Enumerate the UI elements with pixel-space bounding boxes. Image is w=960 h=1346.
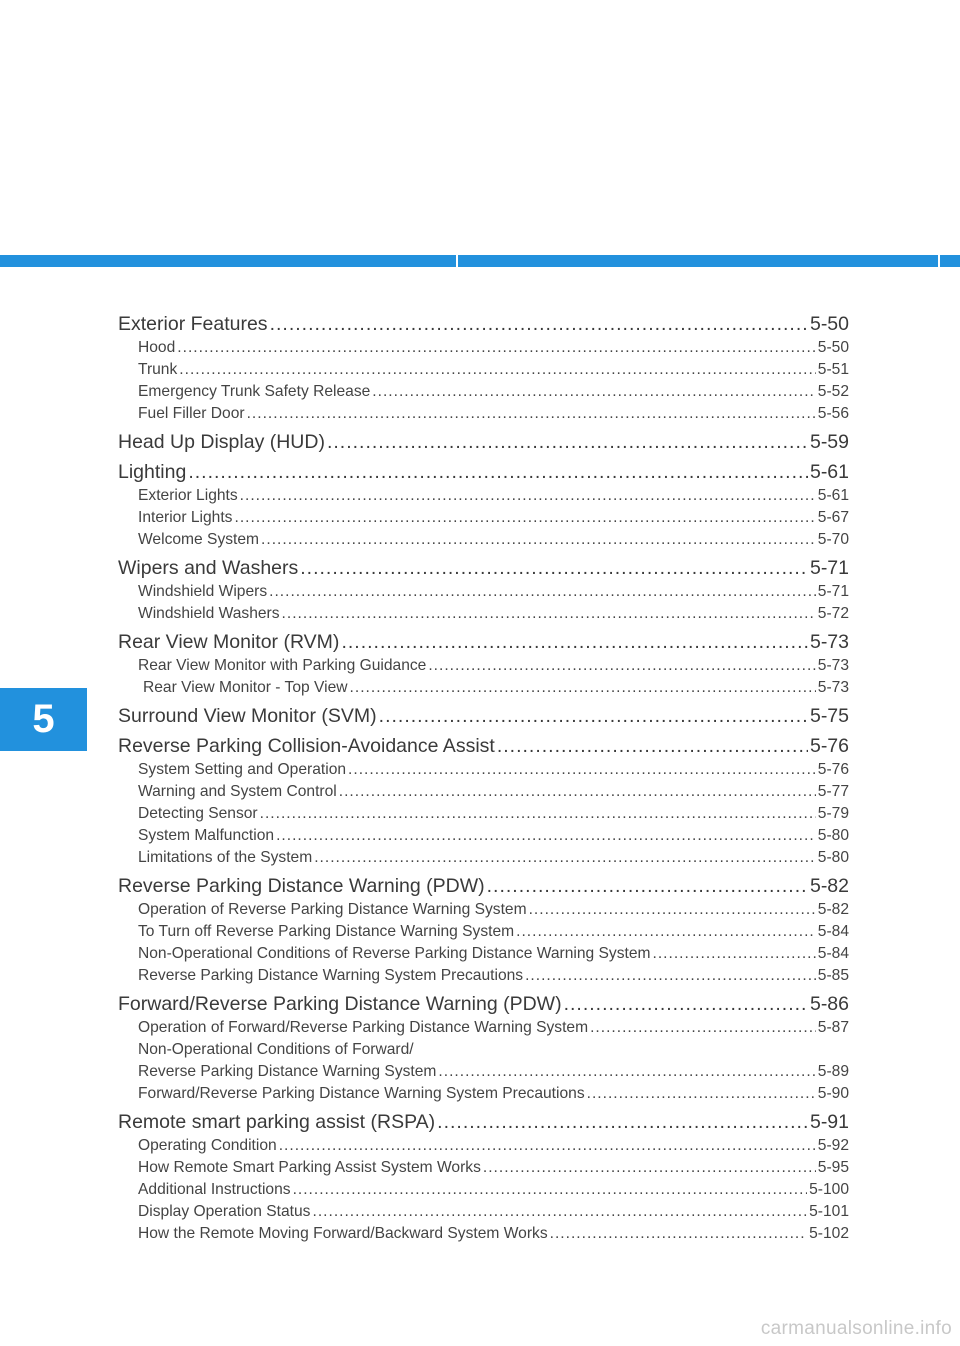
toc-section-page: 5-76	[809, 735, 849, 757]
toc-section-title: Lighting	[118, 461, 187, 483]
toc-entry-page: 5-84	[817, 945, 849, 962]
toc-entry[interactable]	[118, 1201, 849, 1223]
toc-entry[interactable]	[118, 581, 849, 603]
toc-entry-title: System Setting and Operation	[138, 761, 347, 778]
toc-entry-page: 5-76	[817, 761, 849, 778]
toc-entry-title: Exterior Lights	[138, 487, 238, 504]
toc-entry-title: Interior Lights	[138, 509, 233, 526]
toc-section-title: Rear View Monitor (RVM)	[118, 631, 340, 653]
toc-entry[interactable]	[118, 529, 849, 551]
toc-entry-page: 5-80	[817, 849, 849, 866]
toc-entry-page: 5-50	[817, 339, 849, 356]
toc-entry-page: 5-82	[817, 901, 849, 918]
toc-entry[interactable]	[118, 781, 849, 803]
toc-leader-dots	[282, 603, 816, 625]
toc-section[interactable]	[118, 992, 849, 1017]
toc-leader-dots	[276, 825, 816, 847]
toc-entry-title: Reverse Parking Distance Warning System	[138, 1063, 437, 1080]
toc-section[interactable]	[118, 704, 849, 729]
toc-section[interactable]	[118, 460, 849, 485]
toc-entry-page: 5-85	[817, 967, 849, 984]
toc-entry-page: 5-72	[817, 605, 849, 622]
toc-entry-title: Rear View Monitor with Parking Guidance	[138, 657, 427, 674]
toc-leader-dots	[341, 630, 808, 655]
toc-section-title: Surround View Monitor (SVM)	[118, 705, 377, 727]
toc-section-page: 5-59	[809, 431, 849, 453]
toc-entry-continuation[interactable]	[118, 1061, 849, 1083]
toc-entry-title: Limitations of the System	[138, 849, 313, 866]
toc-section-title: Exterior Features	[118, 313, 268, 335]
toc-section-page: 5-61	[809, 461, 849, 483]
toc-leader-dots	[279, 1135, 816, 1157]
toc-section-title: Remote smart parking assist (RSPA)	[118, 1111, 436, 1133]
toc-entry-page: 5-87	[817, 1019, 849, 1036]
toc-entry-title: Operation of Reverse Parking Distance Warning System	[138, 901, 527, 918]
toc-leader-dots	[483, 1157, 816, 1179]
toc-leader-dots	[260, 803, 816, 825]
toc-leader-dots	[590, 1017, 816, 1039]
toc-entry-title: Operation of Forward/Reverse Parking Distance Warning System	[138, 1019, 589, 1036]
toc-entry-page: 5-80	[817, 827, 849, 844]
toc-entry[interactable]	[118, 825, 849, 847]
toc-leader-dots	[550, 1223, 807, 1245]
toc-entry-page: 5-92	[817, 1137, 849, 1154]
toc-leader-dots	[438, 1061, 815, 1083]
toc-leader-dots	[350, 677, 816, 699]
toc-entry[interactable]	[118, 921, 849, 943]
toc-section-title: Wipers and Washers	[118, 557, 299, 579]
toc-leader-dots	[327, 430, 808, 455]
toc-entry-page: 5-102	[809, 1225, 849, 1242]
toc-entry-title: Windshield Wipers	[138, 583, 268, 600]
toc-entry[interactable]	[118, 1179, 849, 1201]
table-of-contents	[118, 312, 849, 1245]
toc-entry-title: Windshield Washers	[138, 605, 280, 622]
toc-section-title: Reverse Parking Distance Warning (PDW)	[118, 875, 485, 897]
toc-entry-title: Hood	[138, 339, 176, 356]
toc-entry[interactable]	[118, 965, 849, 987]
toc-entry[interactable]	[118, 403, 849, 425]
toc-entry-title: Welcome System	[138, 531, 260, 548]
toc-entry-title: Fuel Filler Door	[138, 405, 245, 422]
toc-entry-page: 5-90	[817, 1085, 849, 1102]
toc-leader-dots	[177, 337, 816, 359]
chapter-header-bar	[0, 255, 960, 267]
toc-section[interactable]	[118, 734, 849, 759]
watermark-footer: carmanualsonline.info	[760, 1318, 952, 1339]
toc-entry-title: Rear View Monitor - Top View	[143, 679, 348, 696]
toc-section-page: 5-91	[809, 1111, 849, 1133]
toc-leader-dots	[348, 759, 816, 781]
toc-entry-title: Emergency Trunk Safety Release	[138, 383, 371, 400]
toc-entry[interactable]	[118, 943, 849, 965]
toc-entry-title: Display Operation Status	[138, 1203, 311, 1220]
toc-entry-title: Operating Condition	[138, 1137, 277, 1154]
toc-leader-dots	[312, 1201, 807, 1223]
toc-entry[interactable]	[118, 1083, 849, 1105]
toc-leader-dots	[300, 556, 808, 581]
toc-leader-dots	[564, 992, 808, 1017]
chapter-tab[interactable]	[0, 688, 87, 751]
toc-section[interactable]	[118, 1110, 849, 1135]
toc-leader-dots	[587, 1083, 816, 1105]
toc-leader-dots	[270, 312, 808, 337]
toc-leader-dots	[269, 581, 816, 603]
toc-entry-title: How the Remote Moving Forward/Backward System Works	[138, 1225, 548, 1242]
toc-leader-dots	[234, 507, 815, 529]
toc-entry[interactable]	[118, 803, 849, 825]
toc-entry-page: 5-71	[817, 583, 849, 600]
toc-entry[interactable]	[118, 485, 849, 507]
toc-entry[interactable]	[118, 359, 849, 381]
toc-leader-dots	[525, 965, 816, 987]
toc-leader-dots	[529, 899, 816, 921]
toc-leader-dots	[497, 734, 808, 759]
toc-entry-title: Non-Operational Conditions of Reverse Parking Distance Warning System	[138, 945, 651, 962]
toc-entry-page: 5-95	[817, 1159, 849, 1176]
toc-leader-dots	[240, 485, 816, 507]
toc-entry[interactable]	[118, 759, 849, 781]
toc-section-page: 5-50	[809, 313, 849, 335]
toc-section[interactable]	[118, 312, 849, 337]
toc-entry-page: 5-73	[817, 679, 849, 696]
toc-entry-title: Reverse Parking Distance Warning System Precautions	[138, 967, 524, 984]
toc-entry-page: 5-101	[809, 1203, 849, 1220]
toc-entry-title: To Turn off Reverse Parking Distance Warning System	[138, 923, 515, 940]
toc-leader-dots	[516, 921, 816, 943]
toc-entry[interactable]	[118, 507, 849, 529]
toc-entry-title: Non-Operational Conditions of Forward/	[138, 1041, 414, 1058]
toc-leader-dots	[247, 403, 816, 425]
toc-section[interactable]	[118, 430, 849, 455]
toc-entry[interactable]	[118, 847, 849, 869]
toc-section-page: 5-73	[809, 631, 849, 653]
toc-section-page: 5-82	[809, 875, 849, 897]
toc-entry[interactable]	[118, 899, 849, 921]
toc-entry-page: 5-100	[809, 1181, 849, 1198]
toc-entry[interactable]	[118, 1135, 849, 1157]
toc-entry-page: 5-73	[817, 657, 849, 674]
toc-entry[interactable]	[118, 1157, 849, 1179]
toc-section-title: Head Up Display (HUD)	[118, 431, 325, 453]
toc-entry[interactable]	[118, 337, 849, 359]
toc-entry-page: 5-51	[817, 361, 849, 378]
toc-entry-title: System Malfunction	[138, 827, 275, 844]
toc-entry-title: Additional Instructions	[138, 1181, 291, 1198]
toc-leader-dots	[314, 847, 816, 869]
toc-entry-page: 5-77	[817, 783, 849, 800]
toc-entry-page: 5-79	[817, 805, 849, 822]
toc-leader-dots	[179, 359, 816, 381]
toc-section-title: Forward/Reverse Parking Distance Warning (PDW)	[118, 993, 562, 1015]
toc-entry[interactable]	[118, 603, 849, 625]
toc-entry[interactable]	[118, 1017, 849, 1039]
toc-entry-title: Forward/Reverse Parking Distance Warning System Precautions	[138, 1085, 585, 1102]
toc-leader-dots	[261, 529, 816, 551]
toc-section-page: 5-75	[809, 705, 849, 727]
toc-entry-page: 5-52	[817, 383, 849, 400]
toc-entry-title: Trunk	[138, 361, 178, 378]
header-bar-divider	[938, 255, 940, 267]
toc-leader-dots	[437, 1110, 808, 1135]
toc-entry[interactable]	[118, 381, 849, 403]
chapter-number: 5	[32, 697, 55, 741]
toc-leader-dots	[487, 874, 808, 899]
toc-entry-page: 5-67	[817, 509, 849, 526]
header-bar-divider	[456, 255, 458, 267]
toc-leader-dots	[372, 381, 815, 403]
toc-leader-dots	[188, 460, 808, 485]
toc-section-page: 5-71	[809, 557, 849, 579]
toc-entry[interactable]	[118, 1223, 849, 1245]
toc-entry[interactable]	[118, 677, 849, 699]
toc-leader-dots	[293, 1179, 808, 1201]
toc-entry[interactable]	[118, 655, 849, 677]
toc-entry-title: Detecting Sensor	[138, 805, 258, 822]
toc-section[interactable]	[118, 874, 849, 899]
toc-leader-dots	[379, 704, 808, 729]
toc-entry[interactable]	[118, 1039, 849, 1061]
toc-entry-title: Warning and System Control	[138, 783, 337, 800]
toc-entry-page: 5-89	[817, 1063, 849, 1080]
toc-leader-dots	[339, 781, 816, 803]
toc-section-title: Reverse Parking Collision-Avoidance Assist	[118, 735, 495, 757]
toc-entry-page: 5-61	[817, 487, 849, 504]
toc-section[interactable]	[118, 556, 849, 581]
toc-entry-title: How Remote Smart Parking Assist System Works	[138, 1159, 481, 1176]
toc-section[interactable]	[118, 630, 849, 655]
toc-entry-page: 5-84	[817, 923, 849, 940]
toc-section-page: 5-86	[809, 993, 849, 1015]
toc-entry-page: 5-56	[817, 405, 849, 422]
toc-leader-dots	[428, 655, 815, 677]
toc-entry-page: 5-70	[817, 531, 849, 548]
toc-leader-dots	[653, 943, 816, 965]
